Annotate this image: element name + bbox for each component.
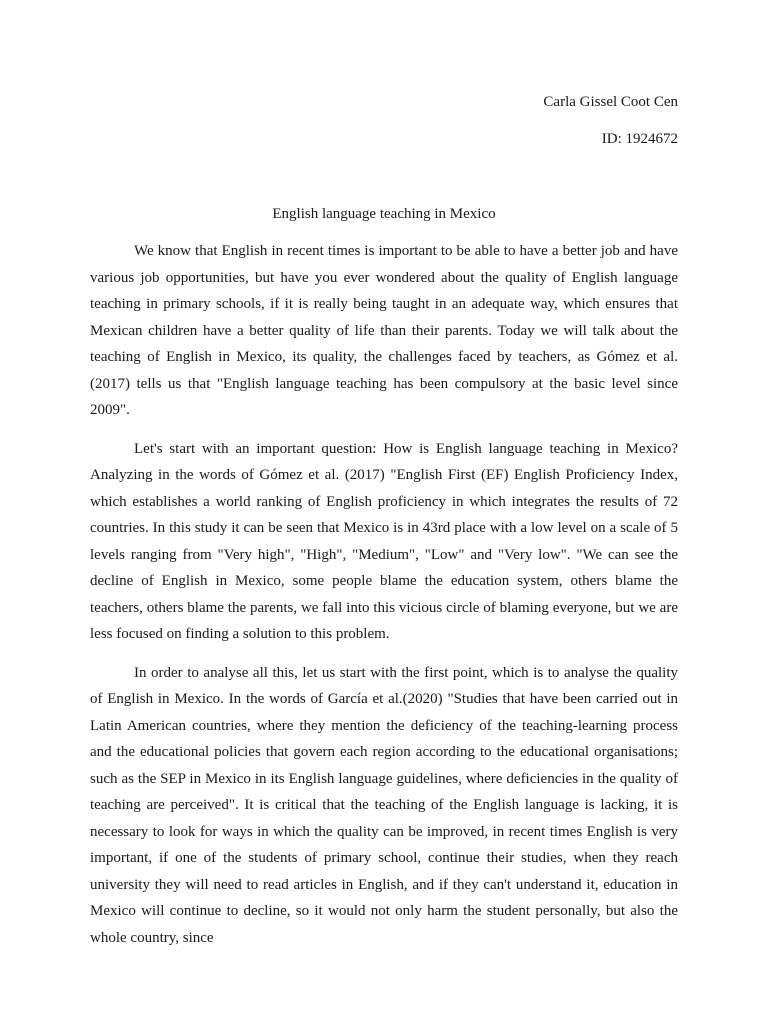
- author-name: Carla Gissel Coot Cen: [543, 94, 678, 110]
- essay-title: English language teaching in Mexico: [272, 206, 496, 222]
- paragraph-2: Let's start with an important question: How is English language teaching in Mexico? Analyzing in the words of Gómez et al. (2017) "English First (EF) English Proficiency Index, which establishes a world ranking of English proficiency in which integrates the results of 72 countries. In this study it can be seen that Mexico is in 43rd place with a low level on a scale of 5 levels ranging from "Very high", "High", "Medium", "Low" and "Very low". "We can see the decline of English in Mexico, some people blame the education system, others blame the teachers, others blame the parents, we fall into this vicious circle of blaming everyone, but we are less focused on finding a solution to this problem.: [90, 440, 678, 642]
- paragraph-1: We know that English in recent times is important to be able to have a better job and have various job opportunities, but have you ever wondered about the quality of English language teaching in primary schools, if it is really being taught in an adequate way, which ensures that Mexican children have a better quality of life than their parents. Today we will talk about the teaching of English in Mexico, its quality, the challenges faced by teachers, as Gómez et al.(2017) tells us that "English language teaching has been compulsory at the basic level since 2009".: [90, 243, 678, 418]
- student-id: ID: 1924672: [601, 131, 678, 147]
- paragraph-3: In order to analyse all this, let us start with the first point, which is to analyse the quality of English in Mexico. In the words of García et al.(2020) "Studies that have been carried out in Latin American countries, where they mention the deficiency of the teaching-learning process and the educational policies that govern each region according to the educational organisations; such as the SEP in Mexico in its English language guidelines, where deficiencies in the quality of teaching are perceived". It is critical that the teaching of the English language is lacking, it is necessary to look for ways in which the quality can be improved, in recent times English is very important, if one of the students of primary school, continue their studies, when they reach university they will need to read articles in English, and if they can't understand it, education in Mexico will continue to decline, so it would not only harm the student personally, but also the whole country, since: [90, 664, 678, 946]
- essay-body: [90, 238, 678, 963]
